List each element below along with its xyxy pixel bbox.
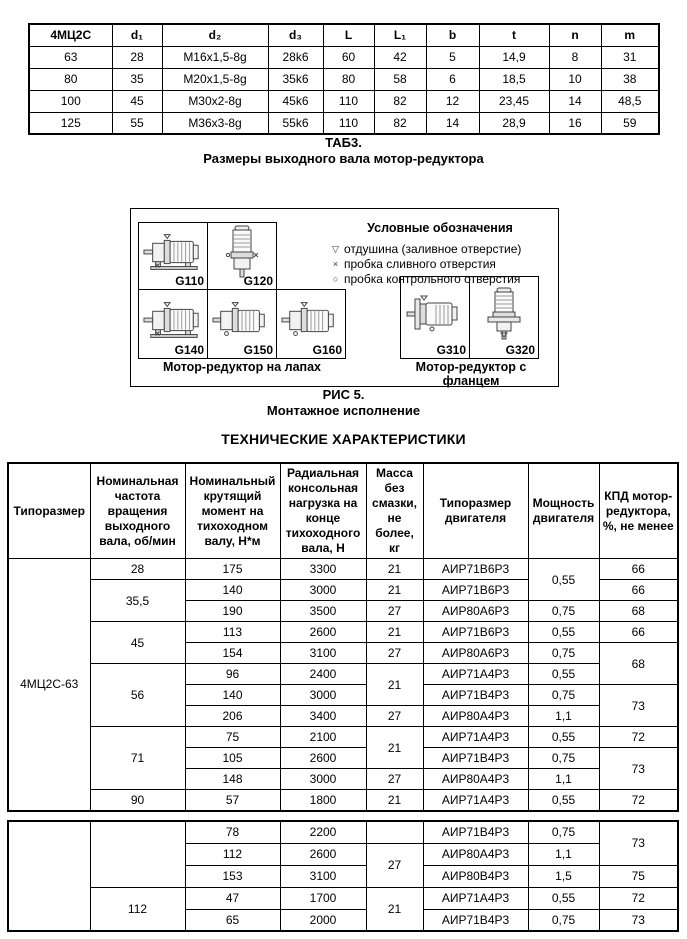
table-cell: АИР80А4Р3 <box>423 843 528 865</box>
column-header: L₁ <box>374 24 426 46</box>
mounting-cell-g140 <box>138 289 208 359</box>
table-cell: 27 <box>366 769 423 790</box>
motor-horizontal-feet-icon <box>143 299 203 349</box>
table-cell: АИР71В6Р3 <box>423 622 528 643</box>
motor-horizontal-plain-icon <box>212 301 272 347</box>
table-cell: 3500 <box>280 601 366 622</box>
motor-horizontal-flange-icon <box>406 294 464 342</box>
table-cell: 27 <box>366 706 423 727</box>
figure-subcaption: Монтажное исполнение <box>266 403 421 418</box>
table-cell: 105 <box>185 748 280 769</box>
legend-item <box>327 242 553 257</box>
table-cell: 14,9 <box>479 46 549 68</box>
table-cell: 21 <box>366 664 423 706</box>
table-cell: 2600 <box>280 748 366 769</box>
table-cell: 73 <box>599 685 678 727</box>
table-cell: 72 <box>599 790 678 811</box>
table-cell: 1,1 <box>528 706 599 727</box>
tech-characteristics-title: ТЕХНИЧЕСКИЕ ХАРАКТЕРИСТИКИ <box>221 431 466 447</box>
table-cell: АИР80А4Р3 <box>423 706 528 727</box>
table-cell: 18,5 <box>479 68 549 90</box>
table-cell: 73 <box>599 909 678 931</box>
table-cell: 21 <box>366 559 423 580</box>
table-cell: АИР80А6Р3 <box>423 601 528 622</box>
column-header: n <box>549 24 601 46</box>
legend-title: Условные обозначения <box>367 221 513 235</box>
table-row <box>8 887 678 909</box>
table-cell: 27 <box>366 643 423 664</box>
table-cell: 3300 <box>280 559 366 580</box>
table-cell: 21 <box>366 790 423 811</box>
table-cell: 45 <box>112 90 162 112</box>
table-cell: 28 <box>90 559 185 580</box>
table-cell: АИР80В4Р3 <box>423 865 528 887</box>
legend <box>327 221 553 287</box>
table-cell: АИР71А4Р3 <box>423 887 528 909</box>
table-cell: 80 <box>323 68 374 90</box>
table-row <box>8 664 678 685</box>
table-cell: 28k6 <box>268 46 323 68</box>
table-cell: 38 <box>601 68 659 90</box>
table-cell: 66 <box>599 622 678 643</box>
table-row <box>29 112 659 134</box>
mounting-label: G160 <box>312 343 342 357</box>
legend-item-label: отдушина (заливное отверстие) <box>344 242 522 256</box>
column-header: t <box>479 24 549 46</box>
table-cell: 140 <box>185 580 280 601</box>
table-cell: 140 <box>185 685 280 706</box>
output-shaft-dimensions-table <box>28 23 660 135</box>
table-cell: 125 <box>29 112 112 134</box>
table-cell: 80 <box>29 68 112 90</box>
table-cell: 21 <box>366 580 423 601</box>
column-header: Номинальная частота вращения выходного вала, об/мин <box>90 463 185 559</box>
drain-plug-icon: × <box>332 259 339 269</box>
table-cell: АИР71В6Р3 <box>423 559 528 580</box>
table-cell: 45k6 <box>268 90 323 112</box>
table-cell: 82 <box>374 112 426 134</box>
table-cell: 72 <box>599 727 678 748</box>
table-cell: 3000 <box>280 685 366 706</box>
table-cell: 113 <box>185 622 280 643</box>
mounting-label: G320 <box>505 343 535 357</box>
table-cell: 148 <box>185 769 280 790</box>
table-cell: 3400 <box>280 706 366 727</box>
table-cell: 1,1 <box>528 843 599 865</box>
table-cell: 71 <box>90 727 185 790</box>
table-cell: 14 <box>426 112 479 134</box>
table-cell: 42 <box>374 46 426 68</box>
table-cell: АИР71В4Р3 <box>423 748 528 769</box>
table-cell: 6 <box>426 68 479 90</box>
mounting-cell-g120 <box>207 222 277 290</box>
table-cell: 66 <box>599 580 678 601</box>
table-cell: 1700 <box>280 887 366 909</box>
mounting-cell-g160 <box>276 289 346 359</box>
table-cell: 0,55 <box>528 790 599 811</box>
table-cell: АИР71А4Р3 <box>423 664 528 685</box>
table-cell: М30х2-8g <box>162 90 268 112</box>
table-cell: М16х1,5-8g <box>162 46 268 68</box>
table-cell: 12 <box>426 90 479 112</box>
table-cell: АИР71В4Р3 <box>423 909 528 931</box>
table-cell: АИР71В4Р3 <box>423 821 528 843</box>
column-header: КПД мотор-редуктора, %, не менее <box>599 463 678 559</box>
table-cell: 35 <box>112 68 162 90</box>
column-header: 4МЦ2С <box>29 24 112 46</box>
table-cell: АИР71А4Р3 <box>423 790 528 811</box>
table-cell: 59 <box>601 112 659 134</box>
legend-item <box>327 257 553 272</box>
table-cell: 0,75 <box>528 821 599 843</box>
table-cell: 2200 <box>280 821 366 843</box>
table-cell: 90 <box>90 790 185 811</box>
tab3-caption: ТАБ3. <box>325 135 362 150</box>
table-cell: АИР80А6Р3 <box>423 643 528 664</box>
mounting-figure <box>130 208 559 387</box>
table-row <box>8 821 678 843</box>
legend-item-label: пробка сливного отверстия <box>344 257 496 271</box>
table-cell: 78 <box>185 821 280 843</box>
table-cell <box>366 821 423 843</box>
table-cell: 0,75 <box>528 748 599 769</box>
table-cell: 2600 <box>280 843 366 865</box>
table-cell: 112 <box>90 887 185 931</box>
table-cell: 3100 <box>280 643 366 664</box>
table-cell: 72 <box>599 887 678 909</box>
tech-characteristics-table <box>7 462 679 812</box>
table-cell: АИР71А4Р3 <box>423 727 528 748</box>
mounting-label: G140 <box>174 343 204 357</box>
table-cell: 66 <box>599 559 678 580</box>
table-row <box>29 68 659 90</box>
table-cell: 28 <box>112 46 162 68</box>
table-cell: 35,5 <box>90 580 185 622</box>
table-cell: 75 <box>185 727 280 748</box>
table-cell: 0,75 <box>528 685 599 706</box>
table-cell: 14 <box>549 90 601 112</box>
table-cell <box>8 821 90 931</box>
table-cell: 1,5 <box>528 865 599 887</box>
table-cell: 56 <box>90 664 185 727</box>
table-cell: 0,75 <box>528 643 599 664</box>
table-cell: 190 <box>185 601 280 622</box>
table-cell: 175 <box>185 559 280 580</box>
table-cell: 4МЦ2С-63 <box>8 559 90 811</box>
table-cell: 3100 <box>280 865 366 887</box>
table-cell: 0,75 <box>528 909 599 931</box>
table-cell: 100 <box>29 90 112 112</box>
table-cell: 27 <box>366 843 423 887</box>
motor-vertical-flange-icon <box>486 287 522 349</box>
table-cell: 35k6 <box>268 68 323 90</box>
table-row <box>8 559 678 580</box>
table-cell: 112 <box>185 843 280 865</box>
mounting-cell-g310 <box>400 276 470 359</box>
table-cell: АИР80А4Р3 <box>423 769 528 790</box>
table-cell: 65 <box>185 909 280 931</box>
table-cell: 0,55 <box>528 887 599 909</box>
table-cell: АИР71В4Р3 <box>423 685 528 706</box>
figure-caption: РИС 5. <box>322 387 365 402</box>
column-header: Масса без смазки, не более, кг <box>366 463 423 559</box>
column-header: Номинальный крутящий момент на тихоходном валу, Н*м <box>185 463 280 559</box>
table-row <box>8 622 678 643</box>
table-cell: 48,5 <box>601 90 659 112</box>
table-cell: 28,9 <box>479 112 549 134</box>
mounting-label: G110 <box>175 274 204 288</box>
table-cell: 2100 <box>280 727 366 748</box>
table-cell: 110 <box>323 112 374 134</box>
table-cell: 110 <box>323 90 374 112</box>
table-cell: 63 <box>29 46 112 68</box>
table-cell: 68 <box>599 643 678 685</box>
table-cell: 21 <box>366 727 423 769</box>
mounting-cell-g110 <box>138 222 208 290</box>
table-cell: М20х1,5-8g <box>162 68 268 90</box>
mounting-row-top <box>138 222 276 290</box>
table-cell: 21 <box>366 622 423 643</box>
column-header: d₁ <box>112 24 162 46</box>
table-cell: 68 <box>599 601 678 622</box>
column-header: Радиальная консольная нагрузка на конце тихоходного вала, Н <box>280 463 366 559</box>
table-cell: 57 <box>185 790 280 811</box>
tech-characteristics-table-continued <box>7 820 679 932</box>
inspection-plug-icon: ○ <box>332 274 339 284</box>
table-cell: 27 <box>366 601 423 622</box>
table-cell: 10 <box>549 68 601 90</box>
tab3-subcaption: Размеры выходного вала мотор-редуктора <box>203 151 484 166</box>
motor-horizontal-plain-icon <box>281 301 341 347</box>
column-header: d₂ <box>162 24 268 46</box>
table-cell: 1,1 <box>528 769 599 790</box>
table-cell <box>90 821 185 887</box>
table-cell: 96 <box>185 664 280 685</box>
table-cell: 206 <box>185 706 280 727</box>
table-cell: 154 <box>185 643 280 664</box>
mounting-cell-g150 <box>207 289 277 359</box>
table-cell: 75 <box>599 865 678 887</box>
table-row <box>29 46 659 68</box>
table-row <box>8 727 678 748</box>
table-cell: 73 <box>599 821 678 865</box>
table-cell: М36х3-8g <box>162 112 268 134</box>
column-header: d₃ <box>268 24 323 46</box>
legend-item <box>327 272 553 287</box>
table-cell: 153 <box>185 865 280 887</box>
table-cell: 16 <box>549 112 601 134</box>
mounting-label: G310 <box>436 343 466 357</box>
column-header: L <box>323 24 374 46</box>
table-cell: 2400 <box>280 664 366 685</box>
table-cell: 45 <box>90 622 185 664</box>
table-cell: АИР71В6Р3 <box>423 580 528 601</box>
column-header: b <box>426 24 479 46</box>
table-cell: 58 <box>374 68 426 90</box>
table-row <box>8 790 678 811</box>
column-header: Мощность двигателя <box>528 463 599 559</box>
table-cell: 0,75 <box>528 601 599 622</box>
table-cell: 8 <box>549 46 601 68</box>
mounting-cell-g320 <box>469 276 539 359</box>
column-header: Типоразмер <box>8 463 90 559</box>
table-cell: 0,55 <box>528 622 599 643</box>
table-cell: 3000 <box>280 580 366 601</box>
table-cell: 3000 <box>280 769 366 790</box>
flange-mounted-caption: Мотор-редуктор с фланцем <box>415 360 527 388</box>
table-cell: 47 <box>185 887 280 909</box>
foot-mounted-caption: Мотор-редуктор на лапах <box>162 360 322 374</box>
table-cell: 60 <box>323 46 374 68</box>
table-cell: 0,55 <box>528 727 599 748</box>
mounting-label: G120 <box>243 274 273 288</box>
table-cell: 2000 <box>280 909 366 931</box>
table-cell: 23,45 <box>479 90 549 112</box>
table-cell: 55k6 <box>268 112 323 134</box>
mounting-row-bottom <box>138 289 345 359</box>
table-cell: 0,55 <box>528 559 599 601</box>
table-cell: 2600 <box>280 622 366 643</box>
table-cell: 73 <box>599 748 678 790</box>
legend-item-label: пробка контрольного отверстия <box>344 272 521 286</box>
table-cell: 0,55 <box>528 664 599 685</box>
table-row <box>29 90 659 112</box>
table-cell: 21 <box>366 887 423 931</box>
table-cell: 1800 <box>280 790 366 811</box>
mounting-row-flange <box>400 276 538 359</box>
mounting-label: G150 <box>243 343 273 357</box>
table-cell: 31 <box>601 46 659 68</box>
table-cell: 55 <box>112 112 162 134</box>
column-header: Типоразмер двигателя <box>423 463 528 559</box>
table-cell: 82 <box>374 90 426 112</box>
column-header: m <box>601 24 659 46</box>
vent-plug-icon: ▽ <box>332 244 339 254</box>
table-cell: 5 <box>426 46 479 68</box>
